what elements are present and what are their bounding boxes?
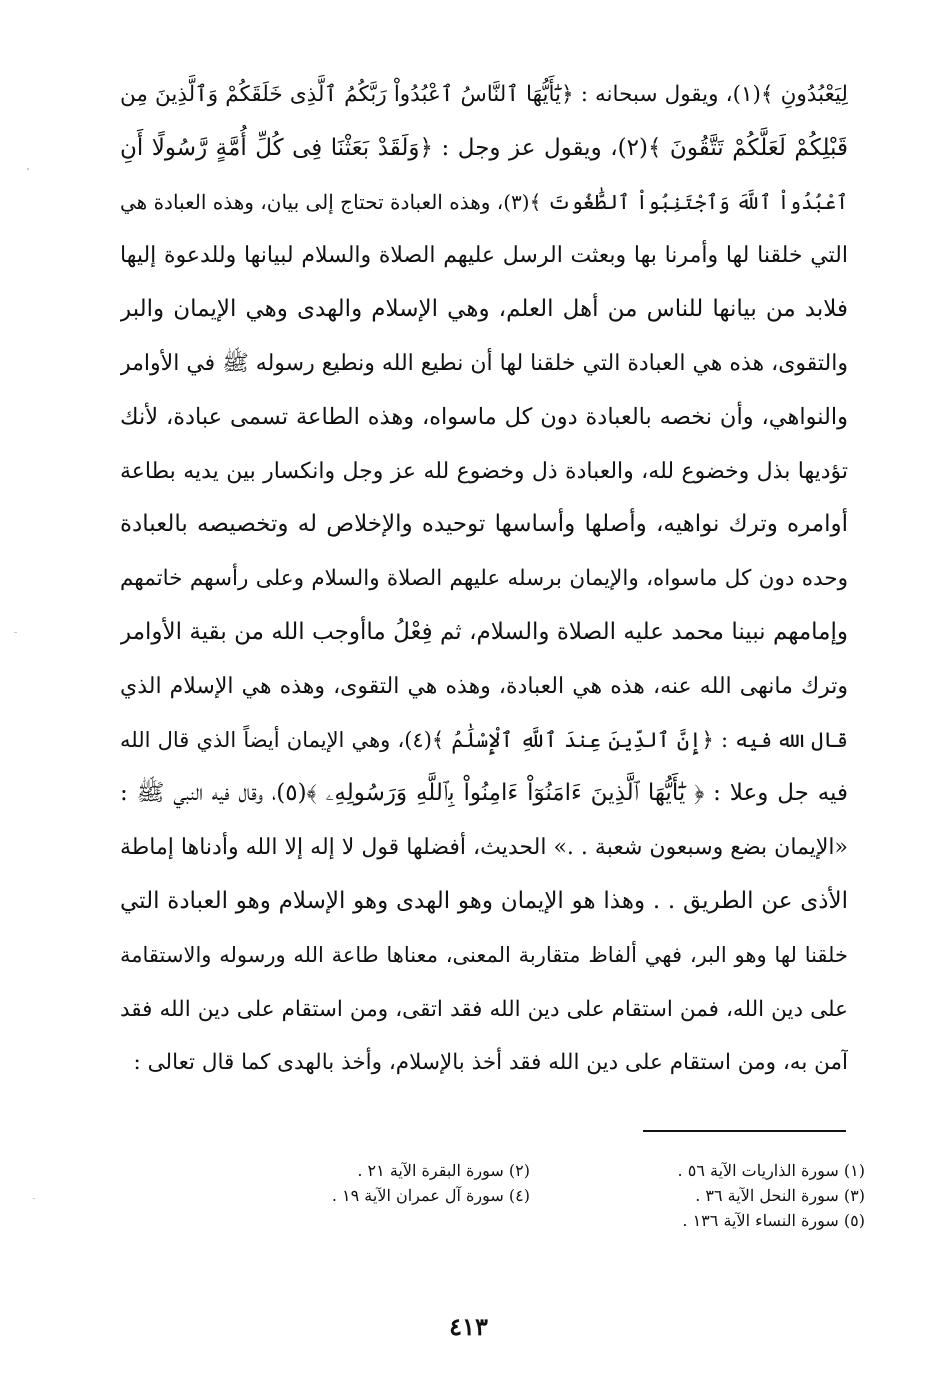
page-number: ٤١٣ xyxy=(449,1312,488,1341)
footnote-5: (٥) سورة النساء الآية ١٣٦ . xyxy=(682,1211,865,1230)
scan-speck xyxy=(33,1198,35,1199)
body-line-15: «الإيمان بضع وسبعون شعبة . .» الحديث، أفضلها قول لا إله إلا الله وأدناها إماطة xyxy=(120,835,848,861)
scan-speck xyxy=(14,632,17,633)
body-line-17: خلقنا لها وهو البر، فهي ألفاظ متقاربة المعنى، معناها طاعة الله ورسوله والاستقامة xyxy=(120,942,848,967)
body-line-7: والنواهي، وأن نخصه بالعبادة دون كل ماسواه، وهذه الطاعة تسمى عبادة، لأنك xyxy=(120,403,848,430)
body-line-18: على دين الله، فمن استقام على دين الله فقد اتقى، ومن استقام على دين الله فقد xyxy=(120,996,848,1022)
body-line-13: قال الله فيه : ﴿إِنَّ ٱلدِّينَ عِندَ ٱللَّهِ ٱلْإِسْلَٰمُ ﴾(٤)، وهي الإيمان أيضاً الذي قال الله xyxy=(120,727,848,752)
body-line-5: فلابد من بيانها للناس من أهل العلم، وهي الإسلام والهدى وهي الإيمان والبر xyxy=(120,296,848,323)
body-line-1: لِيَعْبُدُونِ ﴾(١)، ويقول سبحانه : ﴿يَٰٓأَيُّهَا ٱلنَّاسُ ٱعْبُدُواْ رَبَّكُمُ ٱلَّذِى خَلَقَكُمْ وَٱلَّذِينَ مِن xyxy=(120,82,848,107)
body-line-9: أوامره وترك نواهيه، وأصلها وأساسها توحيده والإخلاص له وتخصيصه بالعبادة xyxy=(120,511,848,538)
footnotes xyxy=(120,1150,865,1250)
body-line-10: وحده دون كل ماسواه، والإيمان برسله عليهم الصلاة والسلام وعلى رأسهم خاتمهم xyxy=(120,566,848,592)
footnote-4: (٤) سورة آل عمران الآية ١٩ . xyxy=(331,1186,530,1205)
body-line-19: آمن به، ومن استقام على دين الله فقد أخذ بالإسلام، وأخذ بالهدى كما قال تعالى : xyxy=(133,1050,848,1076)
body-line-6: والتقوى، هذه هي العبادة التي خلقنا لها أن نطيع الله ونطيع رسوله ﷺ في الأوامر xyxy=(120,350,848,376)
footnote-1: (١) سورة الذاريات الآية ٥٦ . xyxy=(677,1161,865,1180)
body-line-2: قَبْلِكُمْ لَعَلَّكُمْ تَتَّقُونَ ﴾(٢)، ويقول عز وجل : ﴿وَلَقَدْ بَعَثْنَا فِى كُلِّ أُمَّةٍ رَّسُولًا أَنِ xyxy=(120,134,848,161)
footnote-2: (٢) سورة البقرة الآية ٢١ . xyxy=(357,1161,530,1180)
body-line-12: وترك مانهى الله عنه، هذه هي العبادة، وهذه هي التقوى، وهذه هي الإسلام الذي xyxy=(120,673,848,699)
body-line-8: تؤديها بذل وخضوع لله، والعبادة ذل وخضوع لله عز وجل وانكسار بين يديه بطاعة xyxy=(120,458,848,484)
body-line-14: فيه جل وعلا : ﴿ يَٰٓأَيُّهَا ٱلَّذِينَ ءَامَنُوٓاْ ءَامِنُواْ بِٱللَّهِ وَرَسُولِهِۦ ﴾(٥)، وقال فيه النبي ﷺ : xyxy=(120,780,848,807)
body-line-4: التي خلقنا لها وأمرنا بها وبعثت الرسل عليهم الصلاة والسلام لبيانها وللدعوة إليها xyxy=(120,243,848,269)
body-line-16: الأذى عن الطريق . . وهذا هو الإيمان وهو الهدى وهو الإسلام وهو العبادة التي xyxy=(120,887,848,914)
body-line-3: ٱعْبُدُواْ ٱللَّهَ وَٱجْتَنِبُواْ ٱلطَّٰغُوتَ ﴾(٣)، وهذه العبادة تحتاج إلى بيان، وهذه العبادة هي xyxy=(120,189,848,214)
footnote-3: (٣) سورة النحل الآية ٣٦ . xyxy=(695,1186,865,1205)
scan-speck xyxy=(27,168,29,170)
body-line-11: وإمامهم نبينا محمد عليه الصلاة والسلام، ثم فِعْلُ ماأوجب الله من بقية الأوامر xyxy=(120,618,848,645)
main-body-text xyxy=(120,68,848,1090)
footnote-divider xyxy=(643,1130,846,1132)
